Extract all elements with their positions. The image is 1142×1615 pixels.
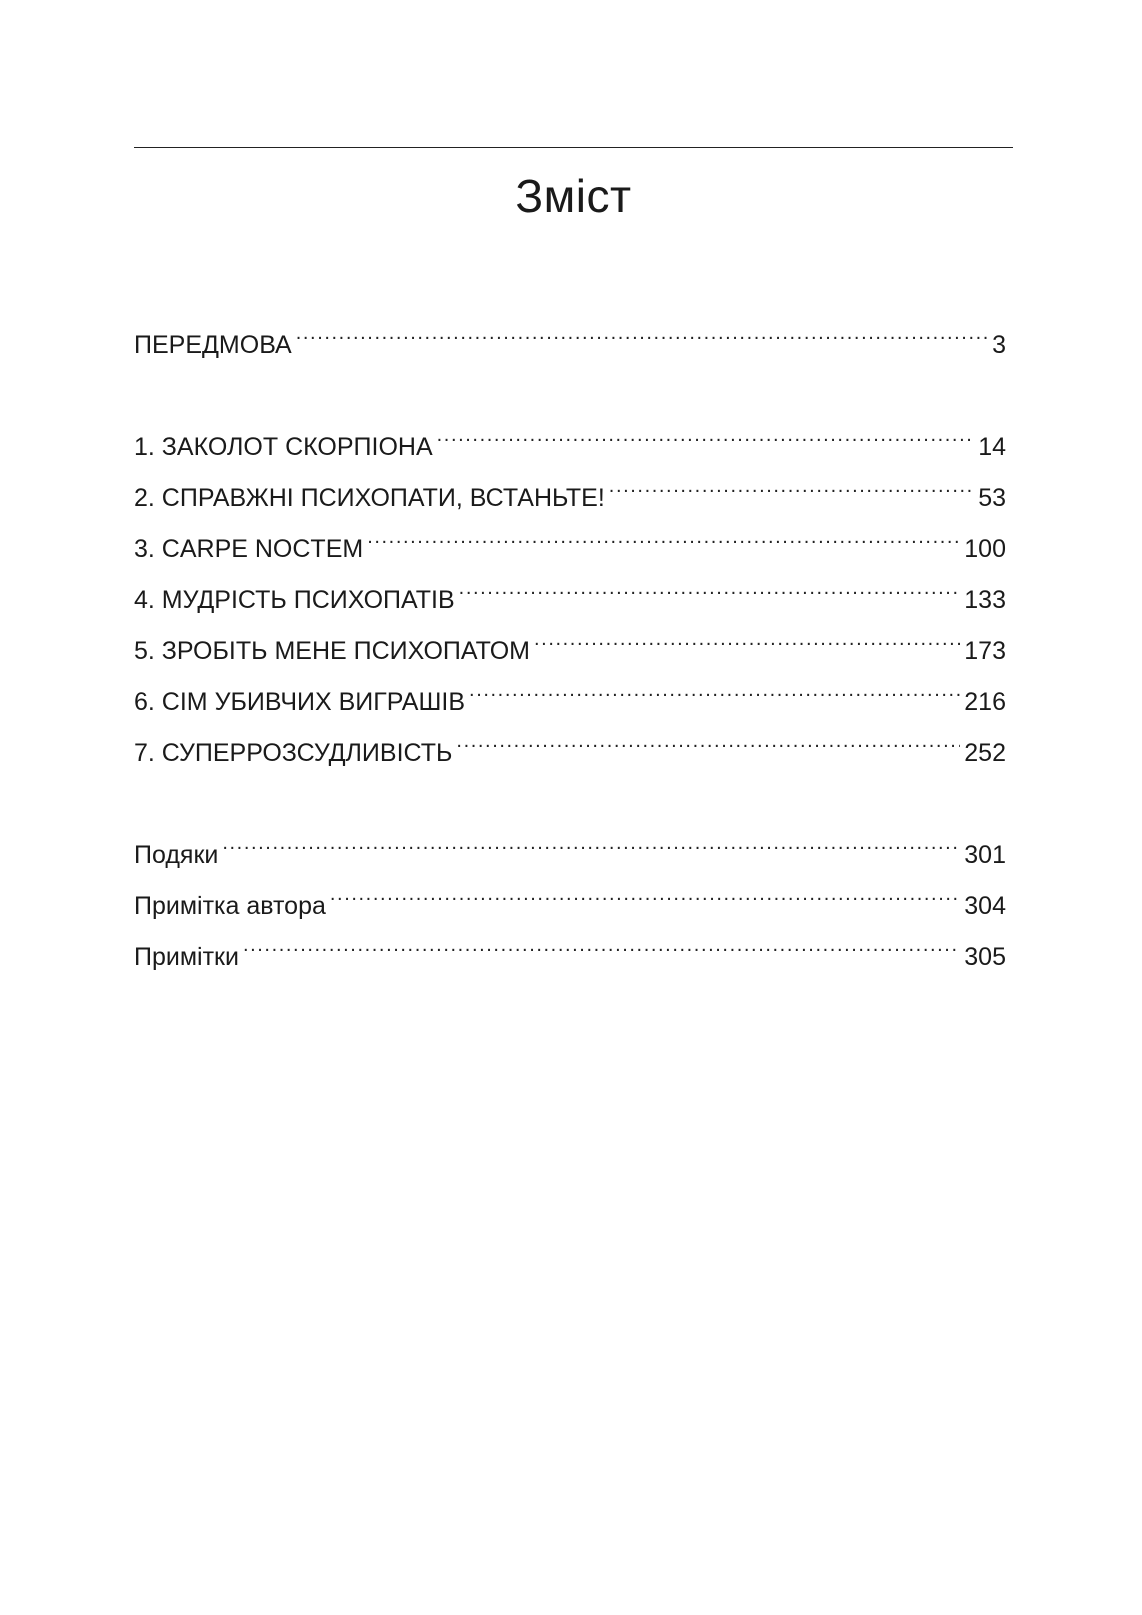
toc-entry-preface[interactable] — [134, 323, 1006, 359]
toc-entry-page: 304 — [964, 892, 1006, 920]
toc-entry-label: Подяки — [134, 841, 219, 869]
toc-entry-page: 173 — [964, 637, 1006, 665]
toc-entry-chapter-1[interactable] — [134, 425, 1006, 461]
toc-entry-page: 252 — [964, 739, 1006, 767]
dot-leader — [330, 884, 960, 914]
toc-entry-page: 301 — [964, 841, 1006, 869]
dot-leader — [437, 425, 975, 455]
toc-entry-label: 4. МУДРІСТЬ ПСИХОПАТІВ — [134, 586, 455, 614]
page-title: Зміст — [515, 170, 632, 222]
toc-entry-label: 2. СПРАВЖНІ ПСИХОПАТИ, ВСТАНЬТЕ! — [134, 484, 605, 512]
toc-entry-chapter-2[interactable] — [134, 476, 1006, 512]
toc-entry-author-note[interactable] — [134, 884, 1006, 920]
dot-leader — [222, 833, 960, 863]
dot-leader — [243, 935, 960, 965]
toc-entry-label: 6. СІМ УБИВЧИХ ВИГРАШІВ — [134, 688, 466, 716]
toc-entry-page: 100 — [964, 535, 1006, 563]
toc-entry-chapter-7[interactable] — [134, 731, 1006, 767]
toc-entry-label: 7. СУПЕРРОЗСУДЛИВІСТЬ — [134, 739, 453, 767]
top-rule — [134, 147, 1013, 148]
toc-entry-label: 3. CARPE NOCTEM — [134, 535, 364, 563]
toc-entry-page: 3 — [992, 331, 1006, 359]
toc-entry-label: Примітка автора — [134, 892, 326, 920]
toc-entry-page: 53 — [978, 484, 1006, 512]
toc-entry-acknowledgements[interactable] — [134, 833, 1006, 869]
toc-entry-label: ПЕРЕДМОВА — [134, 331, 292, 359]
dot-leader — [296, 323, 988, 353]
toc-entry-page: 133 — [964, 586, 1006, 614]
toc-entry-page: 305 — [964, 943, 1006, 971]
toc-entry-chapter-5[interactable] — [134, 629, 1006, 665]
toc-entry-chapter-3[interactable] — [134, 527, 1006, 563]
toc-entry-label: 1. ЗАКОЛОТ СКОРПІОНА — [134, 433, 433, 461]
dot-leader — [456, 731, 960, 761]
dot-leader — [469, 680, 960, 710]
toc-entry-chapter-4[interactable] — [134, 578, 1006, 614]
toc-entry-chapter-6[interactable] — [134, 680, 1006, 716]
toc-entry-page: 216 — [964, 688, 1006, 716]
toc-entry-page: 14 — [978, 433, 1006, 461]
toc-entry-label: 5. ЗРОБІТЬ МЕНЕ ПСИХОПАТОМ — [134, 637, 531, 665]
dot-leader — [459, 578, 961, 608]
dot-leader — [367, 527, 960, 557]
toc-entry-notes[interactable] — [134, 935, 1006, 971]
toc-entry-label: Примітки — [134, 943, 239, 971]
dot-leader — [534, 629, 960, 659]
dot-leader — [609, 476, 974, 506]
